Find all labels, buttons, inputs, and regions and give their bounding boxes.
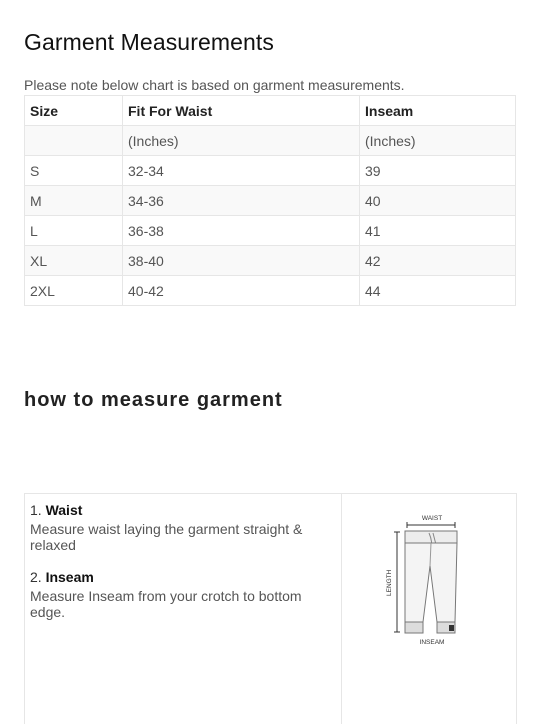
cell-waist: 32-34: [123, 156, 360, 186]
pants-body: [405, 543, 457, 622]
measure-guide-box: [24, 493, 517, 724]
chart-note: Please note below chart is based on garment measurements.: [24, 77, 405, 93]
label-tag: [449, 625, 454, 631]
step-title: Waist: [45, 502, 83, 518]
cell-size: L: [25, 216, 123, 246]
waist-label: WAIST: [421, 515, 443, 522]
table-row: [25, 186, 516, 216]
cell-waist: 38-40: [123, 246, 360, 276]
table-units-row: [25, 126, 516, 156]
step-inseam: [30, 569, 340, 620]
cell-size: S: [25, 156, 123, 186]
step-title: Inseam: [45, 569, 94, 585]
cell-size: 2XL: [25, 276, 123, 306]
units-inseam: (Inches): [360, 126, 516, 156]
measure-steps: [30, 502, 340, 620]
step-waist: [30, 502, 340, 553]
step-heading: [30, 502, 340, 518]
cell-size: XL: [25, 246, 123, 276]
cell-inseam: 44: [360, 276, 516, 306]
units-waist: (Inches): [123, 126, 360, 156]
units-size: [25, 126, 123, 156]
pants-diagram: [385, 504, 475, 659]
page-title: Garment Measurements: [24, 29, 274, 55]
cell-inseam: 41: [360, 216, 516, 246]
size-chart-table: [24, 95, 516, 306]
length-label: LENGTH: [386, 569, 393, 596]
step-description: Measure Inseam from your crotch to bottom edge.: [30, 588, 302, 620]
cell-waist: 40-42: [123, 276, 360, 306]
cell-inseam: 40: [360, 186, 516, 216]
cell-waist: 34-36: [123, 186, 360, 216]
cell-waist: 36-38: [123, 216, 360, 246]
inseam-label: INSEAM: [419, 639, 445, 646]
table-header-row: [25, 96, 516, 126]
step-number: 2.: [30, 569, 42, 585]
step-number: 1.: [30, 502, 42, 518]
how-to-measure-heading: how to measure garment: [24, 389, 283, 411]
left-cuff: [405, 622, 423, 633]
header-waist: Fit For Waist: [123, 96, 360, 126]
table-row: [25, 276, 516, 306]
cell-size: M: [25, 186, 123, 216]
table-row: [25, 216, 516, 246]
header-inseam: Inseam: [360, 96, 516, 126]
guide-divider: [341, 494, 342, 724]
table-row: [25, 156, 516, 186]
header-size: Size: [25, 96, 123, 126]
cell-inseam: 39: [360, 156, 516, 186]
table-row: [25, 246, 516, 276]
cell-inseam: 42: [360, 246, 516, 276]
step-description: Measure waist laying the garment straight & relaxed: [30, 521, 303, 553]
step-heading: [30, 569, 340, 585]
